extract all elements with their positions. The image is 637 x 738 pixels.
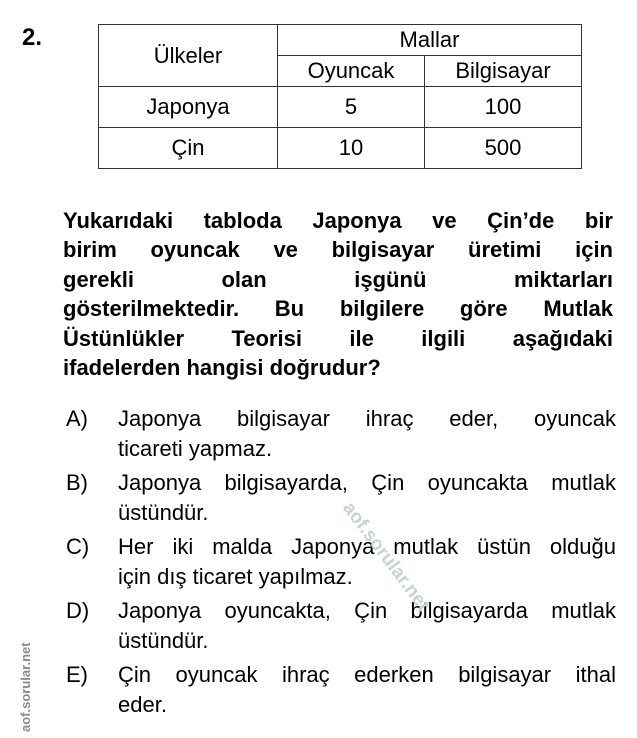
table-header-toy: Oyuncak xyxy=(278,56,425,87)
option-b[interactable] xyxy=(66,468,616,528)
option-e[interactable] xyxy=(66,660,616,720)
option-letter: C) xyxy=(66,534,90,559)
stem-line: birim oyuncak ve bilgisayar üretimi için xyxy=(63,237,613,263)
stem-line: gerekli olan işgünü miktarları xyxy=(63,266,613,292)
table-row xyxy=(99,87,582,128)
table-row xyxy=(99,128,582,169)
side-watermark: aof.sorular.net xyxy=(18,642,33,732)
stem-line: Üstünlükler Teorisi ile ilgili aşağıdaki xyxy=(63,325,613,351)
cell-computer: 100 xyxy=(425,87,582,128)
stem-line: ifadelerden hangisi doğrudur? xyxy=(63,355,381,381)
table-header-countries: Ülkeler xyxy=(99,25,278,87)
table-header-goods: Mallar xyxy=(278,25,582,56)
option-text: Çin oyuncak ihraç ederken bilgisayar ithal xyxy=(118,662,616,687)
table-header-computer: Bilgisayar xyxy=(425,56,582,87)
option-text: Japonya bilgisayarda, Çin oyuncakta mutlak xyxy=(118,470,616,495)
option-letter: B) xyxy=(66,470,88,495)
stem-line: Yukarıdaki tabloda Japonya ve Çin’de bir xyxy=(63,208,613,233)
cell-toy: 5 xyxy=(278,87,425,128)
labor-days-table xyxy=(98,24,582,169)
cell-country: Çin xyxy=(99,128,278,169)
cell-toy: 10 xyxy=(278,128,425,169)
cell-country: Japonya xyxy=(99,87,278,128)
option-text: için dış ticaret yapılmaz. xyxy=(118,564,353,589)
stem-line: gösterilmektedir. Bu bilgilere göre Mutlak xyxy=(63,296,613,322)
option-a[interactable] xyxy=(66,404,616,464)
option-letter: D) xyxy=(66,598,90,623)
option-text: eder. xyxy=(118,692,167,717)
cell-computer: 500 xyxy=(425,128,582,169)
watermark: aof.sorular.net xyxy=(338,498,434,616)
option-c[interactable] xyxy=(66,532,616,592)
option-text: Her iki malda Japonya mutlak üstün olduğu xyxy=(118,534,616,559)
question-stem xyxy=(63,206,613,382)
option-text: Japonya oyuncakta, Çin bilgisayarda mutlak xyxy=(118,598,616,623)
option-letter: E) xyxy=(66,662,88,687)
option-text: üstündür. xyxy=(118,500,209,525)
answer-options xyxy=(66,404,616,724)
option-letter: A) xyxy=(66,406,88,431)
question-number: 2. xyxy=(22,24,43,51)
option-text: üstündür. xyxy=(118,628,209,653)
option-d[interactable] xyxy=(66,596,616,656)
option-text: ticareti yapmaz. xyxy=(118,436,273,461)
option-text: Japonya bilgisayar ihraç eder, oyuncak xyxy=(118,406,616,431)
